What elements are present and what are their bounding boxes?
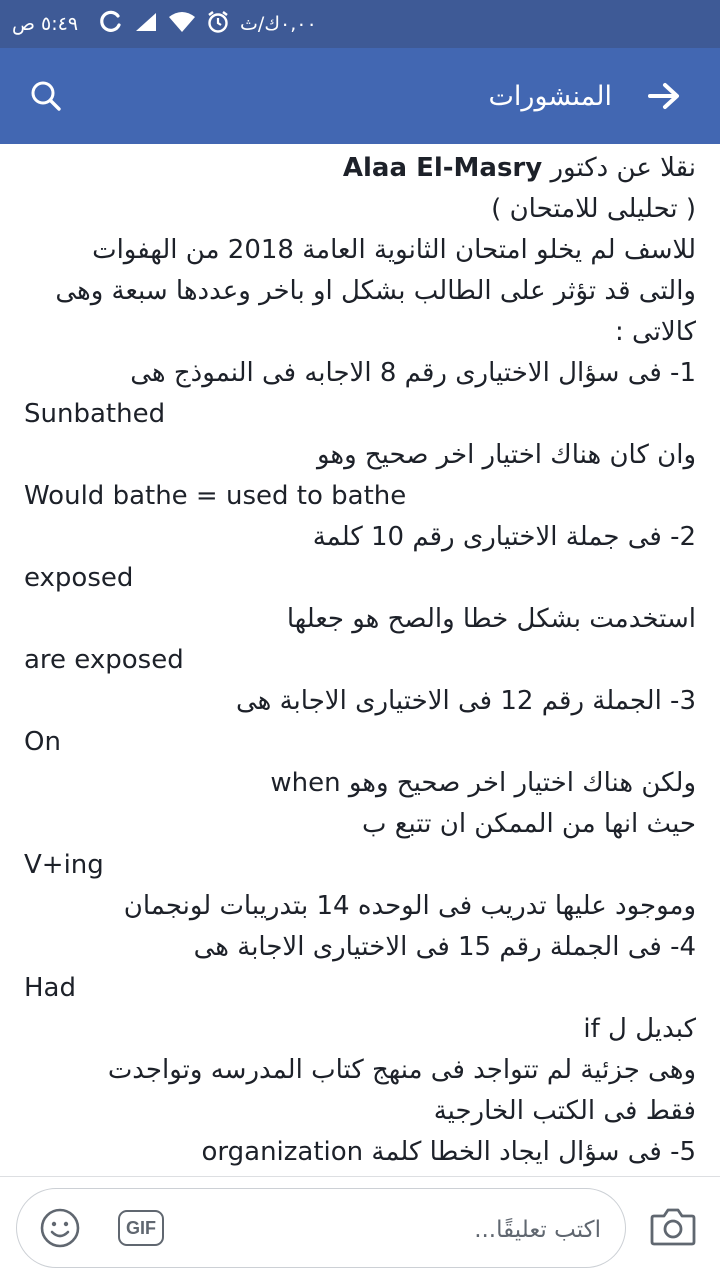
post-line: فقط فى الكتب الخارجية	[433, 1096, 696, 1126]
back-arrow-icon	[646, 99, 682, 118]
post-line: حيث انها من الممكن ان تتبع ب	[361, 809, 696, 839]
post-line: استخدمت بشكل خطا والصح هو جعلها	[286, 604, 696, 634]
alarm-icon	[206, 10, 230, 39]
author-name[interactable]: Alaa El-Masry	[342, 153, 543, 183]
post-line: On	[24, 727, 61, 757]
post-line: 3- الجملة رقم 12 فى الاختيارى الاجابة هى	[235, 686, 696, 716]
comment-input[interactable]	[221, 1213, 601, 1247]
post-line: وان كان هناك اختيار اخر صحيح وهو	[316, 440, 696, 470]
post-line: 2- فى جملة الاختيارى رقم 10 كلمة	[312, 522, 696, 552]
back-button[interactable]	[646, 78, 682, 114]
post-content	[0, 144, 720, 1176]
post-line: 1- فى سؤال الاختيارى رقم 8 الاجابه فى النموذج هى	[130, 358, 696, 388]
post-line: كبديل ل if	[583, 1014, 696, 1044]
search-button[interactable]	[26, 76, 66, 116]
emoji-icon	[38, 1235, 82, 1254]
comment-box[interactable]	[16, 1188, 626, 1268]
gif-icon: GIF	[126, 1217, 156, 1238]
post-line: ولكن هناك اختيار اخر صحيح وهو when	[270, 768, 696, 798]
post-line: 4- فى الجملة رقم 15 فى الاختيارى الاجابة هى	[193, 932, 696, 962]
status-bar	[0, 0, 720, 48]
status-icons	[12, 9, 317, 40]
post-line: exposed	[24, 563, 134, 593]
post-line: كالاتى :	[614, 317, 696, 347]
post-line: للاسف لم يخلو امتحان الثانوية العامة 2018 من الهفوات	[92, 235, 696, 265]
post-line: وموجود عليها تدريب فى الوحده 14 بتدريبات لونجمان	[123, 891, 696, 921]
sync-icon	[98, 9, 124, 40]
post-line: وهى جزئية لم تتواجد فى منهج كتاب المدرسه وتواجدت	[107, 1055, 696, 1085]
post-line: ( تحليلى للامتحان )	[491, 194, 696, 224]
emoji-button[interactable]	[38, 1206, 82, 1250]
wifi-icon	[168, 11, 196, 38]
search-icon	[26, 101, 66, 120]
status-time: ٥:٤٩ ص	[12, 13, 79, 35]
camera-icon	[648, 1235, 698, 1254]
signal-icon	[134, 11, 158, 38]
post-line: نقلا عن دكتور Alaa El-Masry	[342, 153, 696, 183]
post-line: 5- فى سؤال ايجاد الخطا كلمة organization	[201, 1137, 696, 1167]
post-line: والتى قد تؤثر على الطالب بشكل او باخر وعددها سبعة وهى	[55, 276, 696, 306]
post-line: Would bathe = used to bathe	[24, 481, 407, 511]
camera-button[interactable]	[648, 1204, 698, 1250]
app-header	[0, 48, 720, 144]
post-line: V+ing	[24, 850, 104, 880]
gif-button[interactable]	[118, 1210, 164, 1246]
post-line: are exposed	[24, 645, 184, 675]
data-rate: ٠,٠٠ك/ث	[240, 13, 317, 35]
post-line: Sunbathed	[24, 399, 166, 429]
page-title: المنشورات	[488, 80, 612, 112]
post-line: Had	[24, 973, 76, 1003]
